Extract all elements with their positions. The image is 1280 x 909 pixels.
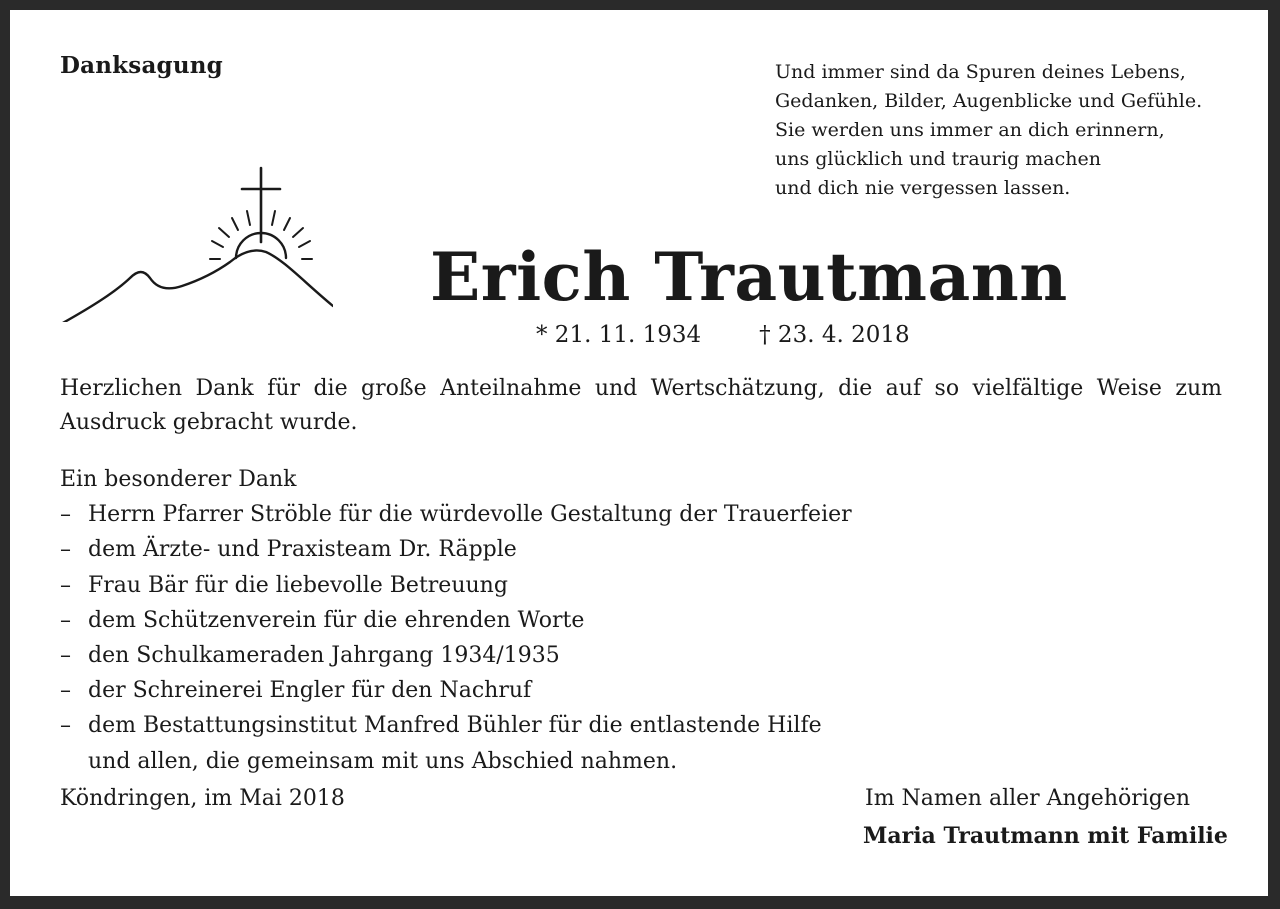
list-item-text: Herrn Pfarrer Ströble für die würdevolle Gestaltung der Trauerfeier [88, 502, 852, 528]
list-item-text: dem Schützenverein für die ehrenden Worte [88, 607, 585, 633]
special-thanks [60, 462, 852, 779]
notice-heading: Danksagung [60, 52, 223, 79]
thanks-intro: Herzlichen Dank für die große Anteilnahme und Wertschätzung, die auf so vielfältige Weise zum Ausdruck gebracht wurde. [60, 376, 1222, 435]
list-item [60, 603, 852, 638]
list-item [60, 568, 852, 603]
dash-bullet: – [60, 537, 71, 563]
place-and-date: Köndringen, im Mai 2018 [60, 786, 345, 811]
list-item [60, 532, 852, 567]
list-item [60, 708, 852, 743]
thanks-heading: Ein besonderer Dank [60, 467, 297, 492]
poem-line: Gedanken, Bilder, Augenblicke und Gefühle. [775, 90, 1203, 112]
list-item-text: dem Bestattungsinstitut Manfred Bühler für die entlastende Hilfe [88, 713, 822, 739]
poem-line: uns glücklich und traurig machen [775, 148, 1101, 170]
cross-mountain-sun-icon [58, 162, 333, 322]
list-item-text: den Schulkameraden Jahrgang 1934/1935 [88, 643, 560, 669]
list-item-text: Frau Bär für die liebevolle Betreuung [88, 572, 508, 598]
obituary-notice [10, 10, 1268, 896]
thanks-closing: und allen, die gemeinsam mit uns Abschied nahmen. [88, 748, 678, 774]
dash-bullet: – [60, 678, 71, 704]
poem-line: Sie werden uns immer an dich erinnern, [775, 119, 1165, 141]
dash-bullet: – [60, 643, 71, 669]
death-date: † 23. 4. 2018 [759, 322, 910, 348]
poem-line: Und immer sind da Spuren deines Lebens, [775, 61, 1186, 83]
list-item-text: der Schreinerei Engler für den Nachruf [88, 678, 532, 704]
dash-bullet: – [60, 502, 71, 528]
poem-line: und dich nie vergessen lassen. [775, 177, 1071, 199]
list-item [60, 673, 852, 708]
memorial-poem [775, 58, 1202, 203]
dash-bullet: – [60, 572, 71, 598]
birth-date: * 21. 11. 1934 [536, 322, 702, 348]
list-item [60, 497, 852, 532]
list-item-text: dem Ärzte- und Praxisteam Dr. Räpple [88, 537, 517, 563]
life-dates [536, 322, 910, 348]
list-item [60, 638, 852, 673]
deceased-name: Erich Trautmann [430, 238, 1068, 316]
dash-bullet: – [60, 713, 71, 739]
on-behalf-line: Im Namen aller Angehörigen [865, 786, 1191, 811]
dash-bullet: – [60, 607, 71, 633]
family-signature: Maria Trautmann mit Familie [863, 823, 1228, 849]
